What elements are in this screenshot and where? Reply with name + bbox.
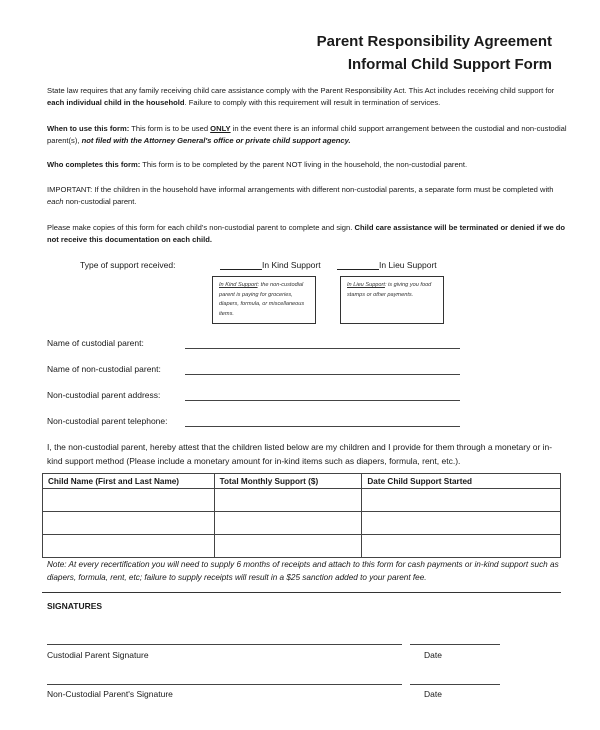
in-kind-option[interactable]: In Kind Support	[220, 260, 321, 270]
children-table	[42, 473, 561, 558]
table-row	[43, 489, 561, 512]
noncustodial-name-field[interactable]	[185, 374, 460, 375]
column-header-child-name: Child Name (First and Last Name)	[43, 474, 215, 489]
noncustodial-phone-field[interactable]	[185, 426, 460, 427]
start-date-cell[interactable]	[362, 489, 561, 512]
noncustodial-date-line[interactable]	[410, 684, 500, 685]
in-lieu-blank[interactable]	[337, 260, 379, 270]
custodial-signature-label: Custodial Parent Signature	[47, 650, 149, 660]
in-kind-blank[interactable]	[220, 260, 262, 270]
noncustodial-signature-line[interactable]	[47, 684, 402, 685]
noncustodial-address-label: Non-custodial parent address:	[47, 390, 161, 400]
child-name-cell[interactable]	[43, 535, 215, 558]
child-name-cell[interactable]	[43, 512, 215, 535]
child-name-cell[interactable]	[43, 489, 215, 512]
custodial-date-label: Date	[424, 650, 442, 660]
form-subtitle: Informal Child Support Form	[347, 56, 552, 73]
form-title: Parent Responsibility Agreement	[316, 33, 552, 50]
monthly-support-cell[interactable]	[214, 489, 362, 512]
noncustodial-date-label: Date	[424, 689, 442, 699]
noncustodial-name-label: Name of non-custodial parent:	[47, 364, 161, 374]
copies-paragraph: Please make copies of this form for each child's non-custodial parent to complete and sign. Child care assistance will be terminated or denied if we do not receive this documentation on each child.	[47, 223, 566, 244]
start-date-cell[interactable]	[362, 535, 561, 558]
custodial-date-line[interactable]	[410, 644, 500, 645]
section-divider	[42, 592, 561, 593]
table-row	[43, 535, 561, 558]
custodial-name-label: Name of custodial parent:	[47, 338, 144, 348]
support-type-label: Type of support received:	[80, 260, 176, 270]
in-lieu-description-box: In Lieu Support: is giving you food stamps or other payments.	[340, 276, 444, 324]
noncustodial-phone-label: Non-custodial parent telephone:	[47, 416, 168, 426]
custodial-signature-line[interactable]	[47, 644, 402, 645]
important-paragraph: IMPORTANT: If the children in the household have informal arrangements with different non-custodial parents, a separate form must be completed with each non-custodial parent.	[47, 185, 554, 206]
intro-paragraph: State law requires that any family receiving child care assistance comply with the Parent Responsibility Act. This Act includes receiving child support for each individual child in the household. Failure to comply with this requirement will result in termination of services.	[47, 86, 555, 107]
table-header-row	[43, 474, 561, 489]
in-lieu-option[interactable]: In Lieu Support	[337, 260, 437, 270]
noncustodial-address-field[interactable]	[185, 400, 460, 401]
custodial-name-field[interactable]	[185, 348, 460, 349]
monthly-support-cell[interactable]	[214, 512, 362, 535]
monthly-support-cell[interactable]	[214, 535, 362, 558]
column-header-start-date: Date Child Support Started	[362, 474, 561, 489]
when-to-use-paragraph: When to use this form: This form is to be used ONLY in the event there is an informal child support arrangement between the custodial and non-custodial parent(s), not filed with the Attorney General's office or private child support agency.	[47, 124, 567, 145]
who-completes-paragraph: Who completes this form: This form is to be completed by the parent NOT living in the household, the non-custodial parent.	[47, 160, 468, 169]
table-row	[43, 512, 561, 535]
start-date-cell[interactable]	[362, 512, 561, 535]
signatures-heading: SIGNATURES	[47, 601, 103, 611]
column-header-monthly-support: Total Monthly Support ($)	[214, 474, 362, 489]
noncustodial-signature-label: Non-Custodial Parent's Signature	[47, 689, 173, 699]
attestation-text: I, the non-custodial parent, hereby attest that the children listed below are my children and I provide for them through a monetary or in-kind support method (Please include a monetary amount for in-kind items such as diapers, formula, rent, etc.).	[47, 442, 553, 466]
in-kind-description-box: In Kind Support: the non-custodial parent is paying for groceries, diapers, formula, or miscellaneous items.	[212, 276, 316, 324]
recertification-note: Note: At every recertification you will need to supply 6 months of receipts and attach to this form for cash payments or in-kind support such as diapers, formula, rent, etc; failure to supply receipts will result in a $25 sanction added to your parent fee.	[47, 560, 559, 582]
